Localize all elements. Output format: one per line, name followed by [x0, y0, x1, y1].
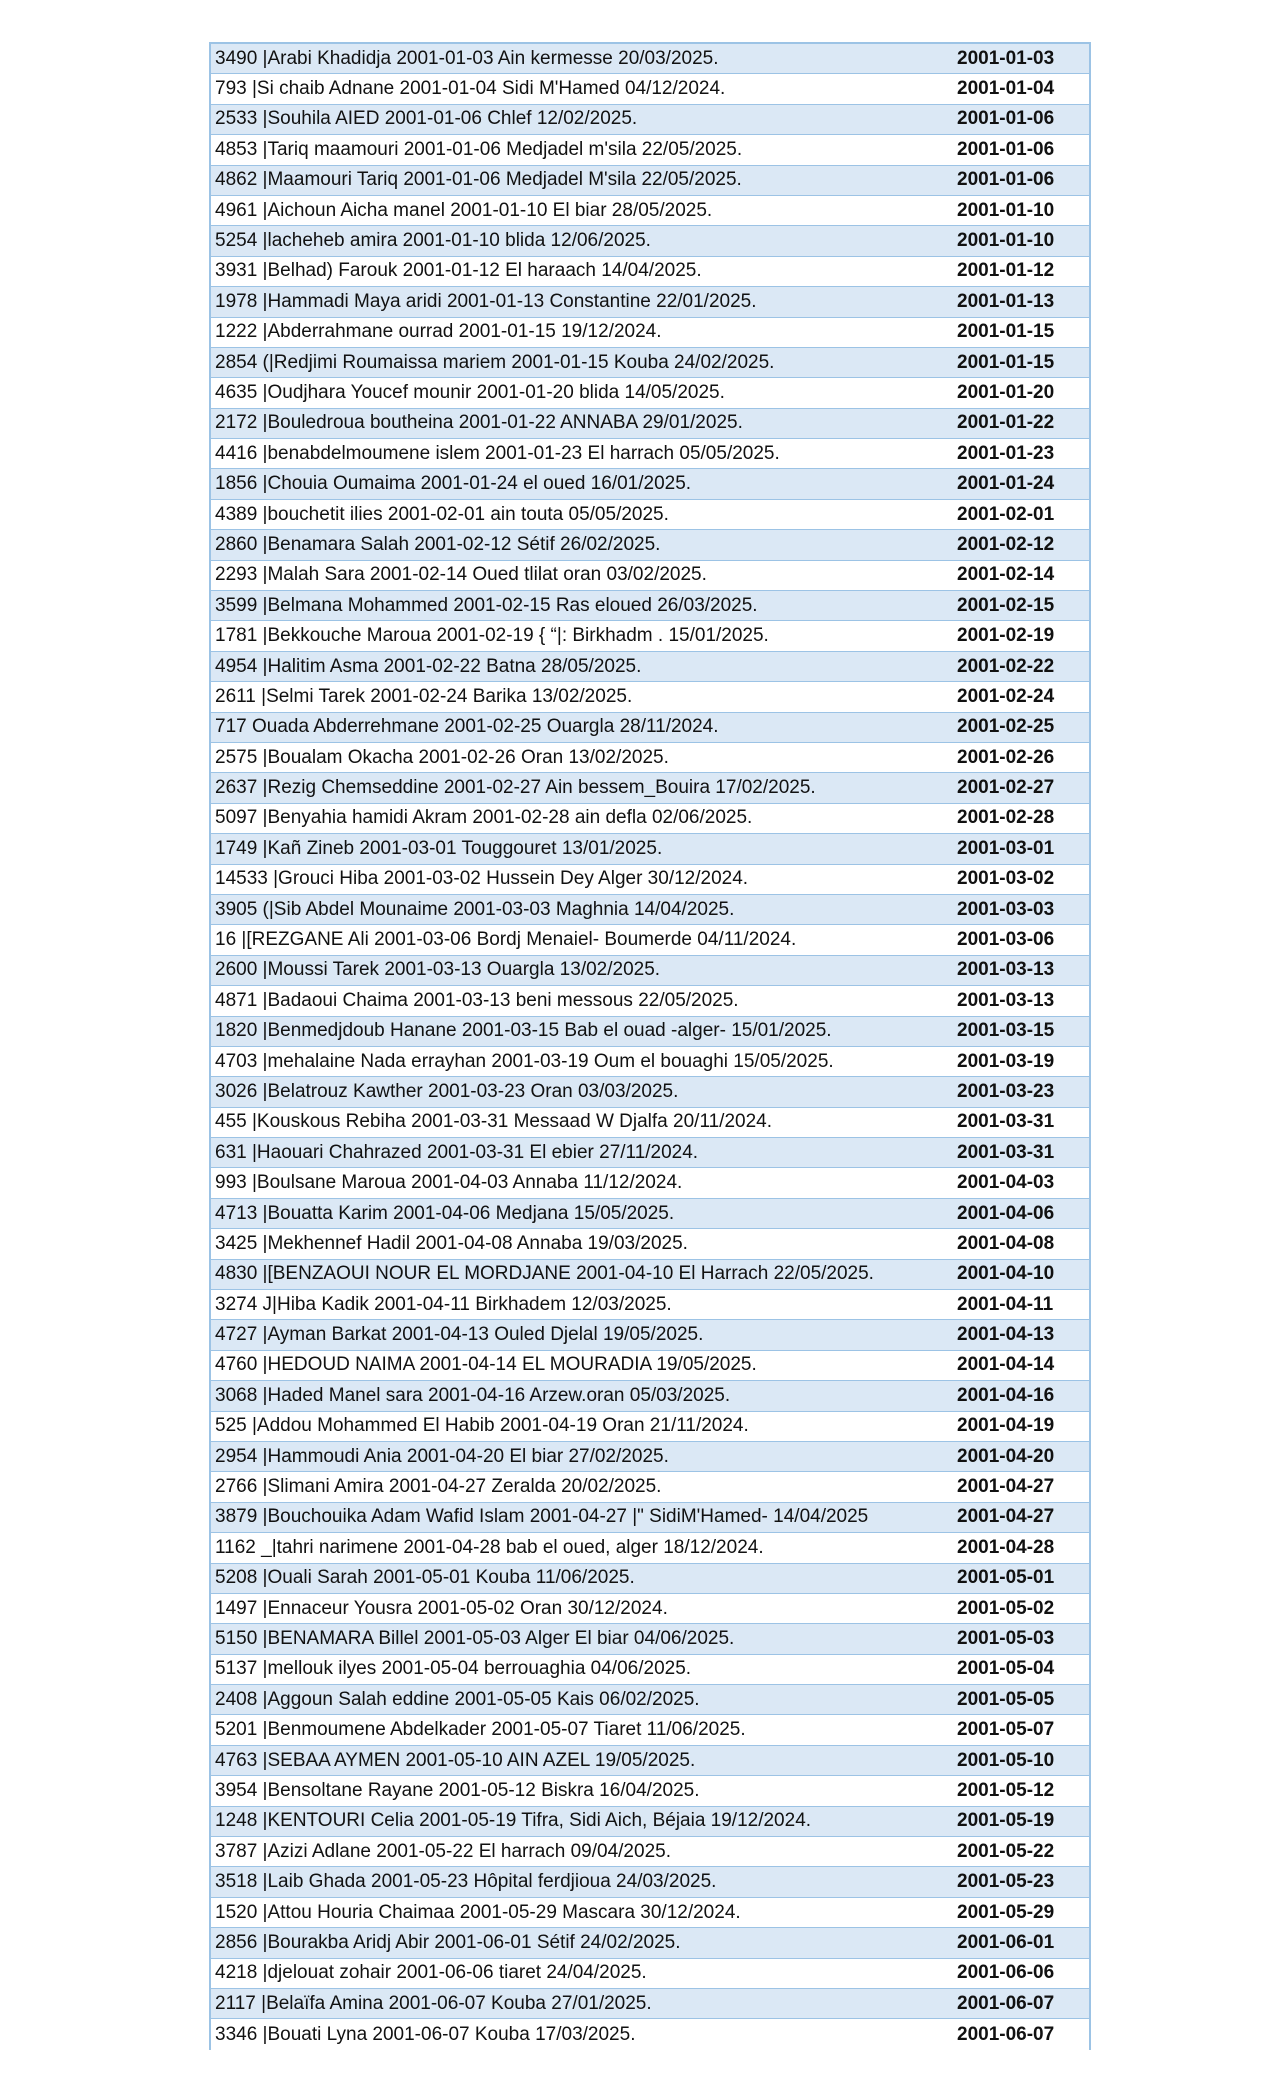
- table-row: [211, 956, 1089, 986]
- record-text-cell: 3879 |Bouchouika Adam Wafid Islam 2001-04-27 |" SidiM'Hamed- 14/04/2025: [215, 1506, 869, 1528]
- record-text-cell: 3425 |Mekhennef Hadil 2001-04-08 Annaba 19/03/2025.: [215, 1232, 688, 1254]
- record-text-cell: 2172 |Bouledroua boutheina 2001-01-22 ANNABA 29/01/2025.: [215, 412, 743, 434]
- table-row: [211, 1017, 1089, 1047]
- record-text-cell: 4727 |Ayman Barkat 2001-04-13 Ouled Djelal 19/05/2025.: [215, 1324, 704, 1346]
- table-row: [211, 1077, 1089, 1107]
- record-text-cell: 2533 |Souhila AIED 2001-01-06 Chlef 12/02/2025.: [215, 108, 638, 130]
- table-row: [211, 1199, 1089, 1229]
- table-row: [211, 1898, 1089, 1928]
- record-date-cell: 2001-02-28: [957, 807, 1055, 829]
- record-date-cell: 2001-05-02: [957, 1597, 1055, 1619]
- record-text-cell: 3905 (|Sib Abdel Mounaime 2001-03-03 Maghnia 14/04/2025.: [215, 898, 735, 920]
- record-text-cell: 3954 |Bensoltane Rayane 2001-05-12 Biskra 16/04/2025.: [215, 1779, 700, 1801]
- table-row: [211, 1624, 1089, 1654]
- table-row: [211, 500, 1089, 530]
- record-text-cell: 3026 |Belatrouz Kawther 2001-03-23 Oran 03/03/2025.: [215, 1080, 679, 1102]
- record-date-cell: 2001-03-03: [957, 898, 1055, 920]
- record-text-cell: 3346 |Bouati Lyna 2001-06-07 Kouba 17/03/2025.: [215, 2023, 636, 2045]
- record-text-cell: 2856 |Bourakba Aridj Abir 2001-06-01 Sétif 24/02/2025.: [215, 1931, 681, 1953]
- record-text-cell: 4763 |SEBAA AYMEN 2001-05-10 AIN AZEL 19/05/2025.: [215, 1749, 696, 1771]
- record-text-cell: 16 |[REZGANE Ali 2001-03-06 Bordj Menaiel- Boumerde 04/11/2024.: [215, 929, 797, 951]
- table-row: [211, 1746, 1089, 1776]
- record-text-cell: 525 |Addou Mohammed El Habib 2001-04-19 Oran 21/11/2024.: [215, 1415, 749, 1437]
- record-text-cell: 631 |Haouari Chahrazed 2001-03-31 El ebier 27/11/2024.: [215, 1141, 699, 1163]
- table-row: [211, 773, 1089, 803]
- record-date-cell: 2001-01-06: [957, 138, 1055, 160]
- table-row: [211, 986, 1089, 1016]
- table-row: [211, 1928, 1089, 1958]
- table-row: [211, 1807, 1089, 1837]
- table-row: [211, 1776, 1089, 1806]
- record-date-cell: 2001-01-06: [957, 108, 1055, 130]
- record-date-cell: 2001-02-25: [957, 716, 1055, 738]
- record-date-cell: 2001-04-14: [957, 1354, 1055, 1376]
- record-date-cell: 2001-06-07: [957, 2023, 1055, 2045]
- record-date-cell: 2001-03-02: [957, 868, 1055, 890]
- record-text-cell: 793 |Si chaib Adnane 2001-01-04 Sidi M'Hamed 04/12/2024.: [215, 78, 726, 100]
- table-row: [211, 1837, 1089, 1867]
- record-text-cell: 3068 |Haded Manel sara 2001-04-16 Arzew.oran 05/03/2025.: [215, 1384, 731, 1406]
- record-date-cell: 2001-01-24: [957, 473, 1055, 495]
- table-row: [211, 1047, 1089, 1077]
- record-text-cell: 1820 |Benmedjdoub Hanane 2001-03-15 Bab el ouad -alger- 15/01/2025.: [215, 1020, 832, 1042]
- record-date-cell: 2001-01-22: [957, 412, 1055, 434]
- table-row: [211, 318, 1089, 348]
- record-text-cell: 1497 |Ennaceur Yousra 2001-05-02 Oran 30/12/2024.: [215, 1597, 668, 1619]
- record-text-cell: 455 |Kouskous Rebiha 2001-03-31 Messaad W Djalfa 20/11/2024.: [215, 1111, 772, 1133]
- table-row: [211, 1564, 1089, 1594]
- record-text-cell: 4713 |Bouatta Karim 2001-04-06 Medjana 15/05/2025.: [215, 1202, 675, 1224]
- record-text-cell: 1248 |KENTOURI Celia 2001-05-19 Tifra, Sidi Aich, Béjaia 19/12/2024.: [215, 1810, 812, 1832]
- record-date-cell: 2001-02-26: [957, 746, 1055, 768]
- record-text-cell: 5254 |lacheheb amira 2001-01-10 blida 12/06/2025.: [215, 230, 651, 252]
- record-text-cell: 14533 |Grouci Hiba 2001-03-02 Hussein Dey Alger 30/12/2024.: [215, 868, 749, 890]
- record-date-cell: 2001-02-14: [957, 564, 1055, 586]
- record-text-cell: 4871 |Badaoui Chaima 2001-03-13 beni messous 22/05/2025.: [215, 989, 739, 1011]
- record-text-cell: 3787 |Azizi Adlane 2001-05-22 El harrach 09/04/2025.: [215, 1840, 671, 1862]
- record-date-cell: 2001-05-19: [957, 1810, 1055, 1832]
- table-row: [211, 1503, 1089, 1533]
- table-row: [211, 1533, 1089, 1563]
- record-text-cell: 4954 |Halitim Asma 2001-02-22 Batna 28/05/2025.: [215, 655, 642, 677]
- record-text-cell: 4416 |benabdelmoumene islem 2001-01-23 El harrach 05/05/2025.: [215, 442, 780, 464]
- record-text-cell: 1162 _|tahri narimene 2001-04-28 bab el oued, alger 18/12/2024.: [215, 1536, 764, 1558]
- table-row: [211, 925, 1089, 955]
- table-row: [211, 1229, 1089, 1259]
- record-date-cell: 2001-02-27: [957, 777, 1055, 799]
- record-date-cell: 2001-04-28: [957, 1536, 1055, 1558]
- table-row: [211, 1381, 1089, 1411]
- table-row: [211, 1472, 1089, 1502]
- record-text-cell: 4218 |djelouat zohair 2001-06-06 tiaret 24/04/2025.: [215, 1962, 647, 1984]
- record-text-cell: 1978 |Hammadi Maya aridi 2001-01-13 Constantine 22/01/2025.: [215, 290, 757, 312]
- table-row: [211, 1867, 1089, 1897]
- table-row: [211, 895, 1089, 925]
- record-date-cell: 2001-03-06: [957, 929, 1055, 951]
- table-row: [211, 621, 1089, 651]
- table-row: [211, 166, 1089, 196]
- record-text-cell: 5208 |Ouali Sarah 2001-05-01 Kouba 11/06/2025.: [215, 1567, 635, 1589]
- table-row: [211, 1989, 1089, 2019]
- record-date-cell: 2001-01-06: [957, 169, 1055, 191]
- table-row: [211, 226, 1089, 256]
- record-date-cell: 2001-05-04: [957, 1658, 1055, 1680]
- record-date-cell: 2001-04-19: [957, 1415, 1055, 1437]
- record-text-cell: 4853 |Tariq maamouri 2001-01-06 Medjadel m'sila 22/05/2025.: [215, 138, 743, 160]
- table-row: [211, 1959, 1089, 1989]
- record-date-cell: 2001-05-10: [957, 1749, 1055, 1771]
- record-date-cell: 2001-03-15: [957, 1020, 1055, 1042]
- record-date-cell: 2001-05-03: [957, 1628, 1055, 1649]
- record-text-cell: 3274 J|Hiba Kadik 2001-04-11 Birkhadem 12/03/2025.: [215, 1293, 672, 1315]
- record-date-cell: 2001-03-31: [957, 1141, 1055, 1163]
- table-row: [211, 469, 1089, 499]
- record-text-cell: 2600 |Moussi Tarek 2001-03-13 Ouargla 13/02/2025.: [215, 959, 661, 981]
- record-date-cell: 2001-01-10: [957, 230, 1055, 252]
- record-date-cell: 2001-01-15: [957, 351, 1055, 373]
- table-row: [211, 1685, 1089, 1715]
- record-date-cell: 2001-01-12: [957, 260, 1055, 282]
- record-date-cell: 2001-05-22: [957, 1840, 1055, 1862]
- record-date-cell: 2001-01-10: [957, 199, 1055, 221]
- record-date-cell: 2001-02-15: [957, 594, 1055, 616]
- record-date-cell: 2001-03-19: [957, 1050, 1055, 1072]
- table-row: [211, 74, 1089, 104]
- record-text-cell: 4830 |[BENZAOUI NOUR EL MORDJANE 2001-04-10 El Harrach 22/05/2025.: [215, 1263, 874, 1285]
- record-text-cell: 3931 |Belhad) Farouk 2001-01-12 El haraach 14/04/2025.: [215, 260, 702, 282]
- record-date-cell: 2001-04-27: [957, 1476, 1055, 1498]
- table-row: [211, 257, 1089, 287]
- record-text-cell: 2117 |Belaïfa Amina 2001-06-07 Kouba 27/01/2025.: [215, 1992, 652, 2014]
- record-text-cell: 2575 |Boualam Okacha 2001-02-26 Oran 13/02/2025.: [215, 746, 669, 768]
- record-date-cell: 2001-02-12: [957, 533, 1055, 555]
- record-date-cell: 2001-03-13: [957, 959, 1055, 981]
- table-row: [211, 1320, 1089, 1350]
- record-date-cell: 2001-04-27: [957, 1506, 1055, 1528]
- record-date-cell: 2001-01-13: [957, 290, 1055, 312]
- table-row: [211, 804, 1089, 834]
- table-row: [211, 44, 1089, 74]
- table-row: [211, 1715, 1089, 1745]
- record-date-cell: 2001-02-19: [957, 625, 1055, 647]
- table-row: [211, 834, 1089, 864]
- record-date-cell: 2001-05-05: [957, 1688, 1055, 1710]
- table-row: [211, 1138, 1089, 1168]
- table-row: [211, 1260, 1089, 1290]
- record-text-cell: 2766 |Slimani Amira 2001-04-27 Zeralda 20/02/2025.: [215, 1476, 662, 1498]
- table-row: [211, 743, 1089, 773]
- table-row: [211, 591, 1089, 621]
- record-date-cell: 2001-05-12: [957, 1779, 1055, 1801]
- record-text-cell: 1856 |Chouia Oumaima 2001-01-24 el oued 16/01/2025.: [215, 473, 692, 495]
- record-date-cell: 2001-04-20: [957, 1445, 1055, 1467]
- record-text-cell: 4703 |mehalaine Nada errayhan 2001-03-19 Oum el bouaghi 15/05/2025.: [215, 1050, 834, 1072]
- table-row: [211, 287, 1089, 317]
- record-date-cell: 2001-03-01: [957, 837, 1055, 859]
- record-date-cell: 2001-03-31: [957, 1111, 1055, 1133]
- table-row: [211, 561, 1089, 591]
- record-date-cell: 2001-04-10: [957, 1263, 1055, 1285]
- record-text-cell: 1520 |Attou Houria Chaimaa 2001-05-29 Mascara 30/12/2024.: [215, 1901, 741, 1923]
- record-date-cell: 2001-05-23: [957, 1871, 1055, 1893]
- record-text-cell: 2408 |Aggoun Salah eddine 2001-05-05 Kais 06/02/2025.: [215, 1688, 700, 1710]
- record-text-cell: 3599 |Belmana Mohammed 2001-02-15 Ras eloued 26/03/2025.: [215, 594, 758, 616]
- table-row: [211, 105, 1089, 135]
- record-date-cell: 2001-04-06: [957, 1202, 1055, 1224]
- table-row: [211, 682, 1089, 712]
- record-date-cell: 2001-06-07: [957, 1992, 1055, 2014]
- record-text-cell: 3490 |Arabi Khadidja 2001-01-03 Ain kermesse 20/03/2025.: [215, 47, 719, 69]
- records-table: [209, 42, 1091, 2050]
- record-text-cell: 5150 |BENAMARA Billel 2001-05-03 Alger El biar 04/06/2025.: [215, 1628, 735, 1649]
- record-date-cell: 2001-06-06: [957, 1962, 1055, 1984]
- table-row: [211, 1290, 1089, 1320]
- record-text-cell: 4635 |Oudjhara Youcef mounir 2001-01-20 blida 14/05/2025.: [215, 381, 725, 403]
- record-text-cell: 5201 |Benmoumene Abdelkader 2001-05-07 Tiaret 11/06/2025.: [215, 1719, 746, 1741]
- record-date-cell: 2001-04-11: [957, 1293, 1054, 1315]
- table-row: [211, 1351, 1089, 1381]
- record-date-cell: 2001-05-29: [957, 1901, 1055, 1923]
- record-text-cell: 3518 |Laib Ghada 2001-05-23 Hôpital ferdjioua 24/03/2025.: [215, 1871, 717, 1893]
- record-text-cell: 2854 (|Redjimi Roumaissa mariem 2001-01-15 Kouba 24/02/2025.: [215, 351, 775, 373]
- record-date-cell: 2001-04-03: [957, 1172, 1055, 1194]
- table-row: [211, 409, 1089, 439]
- table-row: [211, 1442, 1089, 1472]
- table-row: [211, 1655, 1089, 1685]
- record-date-cell: 2001-03-13: [957, 989, 1055, 1011]
- record-text-cell: 2860 |Benamara Salah 2001-02-12 Sétif 26/02/2025.: [215, 533, 661, 555]
- record-date-cell: 2001-01-04: [957, 78, 1055, 100]
- record-text-cell: 4961 |Aichoun Aicha manel 2001-01-10 El biar 28/05/2025.: [215, 199, 713, 221]
- table-row: [211, 652, 1089, 682]
- table-row: [211, 713, 1089, 743]
- table-row: [211, 378, 1089, 408]
- record-text-cell: 1781 |Bekkouche Maroua 2001-02-19 { “|: Birkhadm . 15/01/2025.: [215, 625, 769, 647]
- record-text-cell: 4760 |HEDOUD NAIMA 2001-04-14 EL MOURADIA 19/05/2025.: [215, 1354, 757, 1376]
- record-date-cell: 2001-03-23: [957, 1080, 1055, 1102]
- table-row: [211, 348, 1089, 378]
- record-date-cell: 2001-05-01: [957, 1567, 1055, 1589]
- table-row: [211, 865, 1089, 895]
- record-date-cell: 2001-02-01: [957, 503, 1055, 525]
- record-date-cell: 2001-01-20: [957, 381, 1055, 403]
- record-date-cell: 2001-01-15: [957, 321, 1055, 343]
- record-text-cell: 1749 |Kañ Zineb 2001-03-01 Touggouret 13/01/2025.: [215, 837, 663, 859]
- record-text-cell: 2637 |Rezig Chemseddine 2001-02-27 Ain bessem_Bouira 17/02/2025.: [215, 777, 816, 799]
- record-text-cell: 2611 |Selmi Tarek 2001-02-24 Barika 13/02/2025.: [215, 685, 633, 707]
- table-row: [211, 1412, 1089, 1442]
- record-date-cell: 2001-02-24: [957, 685, 1055, 707]
- record-text-cell: 2293 |Malah Sara 2001-02-14 Oued tlilat oran 03/02/2025.: [215, 564, 707, 586]
- table-row: [211, 2019, 1089, 2049]
- table-row: [211, 439, 1089, 469]
- record-text-cell: 5097 |Benyahia hamidi Akram 2001-02-28 ain defla 02/06/2025.: [215, 807, 753, 829]
- record-text-cell: 2954 |Hammoudi Ania 2001-04-20 El biar 27/02/2025.: [215, 1445, 669, 1467]
- record-date-cell: 2001-01-03: [957, 47, 1055, 69]
- record-text-cell: 4862 |Maamouri Tariq 2001-01-06 Medjadel M'sila 22/05/2025.: [215, 169, 742, 191]
- record-date-cell: 2001-04-13: [957, 1324, 1055, 1346]
- record-text-cell: 717 Ouada Abderrehmane 2001-02-25 Ouargla 28/11/2024.: [215, 716, 719, 738]
- table-row: [211, 1594, 1089, 1624]
- record-text-cell: 993 |Boulsane Maroua 2001-04-03 Annaba 11/12/2024.: [215, 1172, 683, 1194]
- record-date-cell: 2001-06-01: [957, 1931, 1055, 1953]
- record-text-cell: 4389 |bouchetit ilies 2001-02-01 ain touta 05/05/2025.: [215, 503, 669, 525]
- record-date-cell: 2001-02-22: [957, 655, 1055, 677]
- record-date-cell: 2001-04-16: [957, 1384, 1055, 1406]
- table-row: [211, 1108, 1089, 1138]
- record-date-cell: 2001-05-07: [957, 1719, 1055, 1741]
- record-text-cell: 1222 |Abderrahmane ourrad 2001-01-15 19/12/2024.: [215, 321, 662, 343]
- record-date-cell: 2001-01-23: [957, 442, 1055, 464]
- record-text-cell: 5137 |mellouk ilyes 2001-05-04 berrouaghia 04/06/2025.: [215, 1658, 692, 1680]
- table-row: [211, 1168, 1089, 1198]
- table-row: [211, 530, 1089, 560]
- record-date-cell: 2001-04-08: [957, 1232, 1055, 1254]
- table-row: [211, 135, 1089, 165]
- table-row: [211, 196, 1089, 226]
